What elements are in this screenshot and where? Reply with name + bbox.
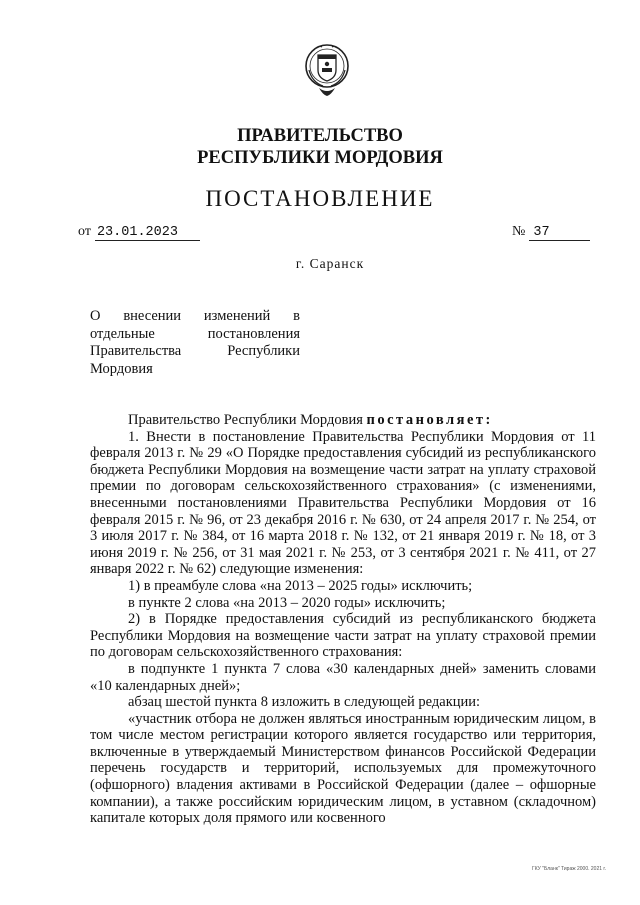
number-value: 37 xyxy=(529,225,589,241)
number-prefix: № xyxy=(512,224,526,239)
intro-paragraph xyxy=(90,412,596,429)
number-field xyxy=(512,224,590,241)
body-paragraph: абзац шестой пункта 8 изложить в следующей редакции: xyxy=(128,694,481,711)
document-body xyxy=(90,412,596,827)
body-paragraph: 1) в преамбуле слова «на 2013 – 2025 годы» исключить; xyxy=(128,577,473,594)
intro-text: Правительство Республики Мордовия xyxy=(128,412,367,428)
date-field xyxy=(78,224,200,241)
body-paragraph: в подпункте 1 пункта 7 слова «30 календарных дней» заменить словами «10 календарных дней»; xyxy=(90,660,596,694)
body-paragraph: в пункте 2 слова «на 2013 – 2020 годы» исключить; xyxy=(128,594,446,611)
body-paragraph: 2) в Порядке предоставления субсидий из республиканского бюджета Республики Мордовия на возмещение части затрат на уплату страховой премии по договорам сельскохозяйственного страхования: xyxy=(90,611,596,661)
body-paragraph: «участник отбора не должен являться иностранным юридическим лицом, в том числе местом регистрации которого является государство или территория, включенные в утверждаемый Министерством финансов Российской Федерации перечень государств и территорий, используемых для промежуточного (офшорного) владения активами в Российской Федерации (далее – офшорные компании), а также российским юридическим лицом, в уставном (складочном) капитале которых доля прямого или косвенного xyxy=(90,710,596,827)
body-paragraph: 1. Внести в постановление Правительства Республики Мордовия от 11 февраля 2013 г. № 29 «О Порядке предоставления субсидий из республиканского бюджета Республики Мордовия на возмещение части затрат на уплату страховой премии по договорам сельскохозяйственного страхования» (с изменениями, внесенными постановлениями Правительства Республики Мордовия от 16 февраля 2015 г. № 96, от 23 декабря 2016 г. № 630, от 24 апреля 2017 г. № 254, от 3 июля 2017 г. № 384, от 16 марта 2018 г. № 132, от 21 января 2019 г. № 18, от 3 июня 2019 г. № 256, от 31 мая 2021 г. № 253, от 3 сентября 2021 г. № 411, от 27 января 2022 г. № 62) следующие изменения: xyxy=(90,428,596,578)
government-title-line2: РЕСПУБЛИКИ МОРДОВИЯ xyxy=(197,148,443,168)
decree-word: постановляет: xyxy=(366,412,493,428)
coat-of-arms-emblem xyxy=(302,40,352,98)
date-prefix: от xyxy=(78,224,91,239)
document-type-heading: ПОСТАНОВЛЕНИЕ xyxy=(205,186,435,211)
print-footer: ГКУ "Бланк" Тираж 2000. 2021 г. xyxy=(532,866,606,872)
government-title-line1: ПРАВИТЕЛЬСТВО xyxy=(237,126,403,146)
date-value: 23.01.2023 xyxy=(95,225,200,241)
document-subject: О внесении изменений в отдельные постановления Правительства Республики Мордовия xyxy=(90,308,300,377)
city-label: г. Саранск xyxy=(295,256,365,271)
